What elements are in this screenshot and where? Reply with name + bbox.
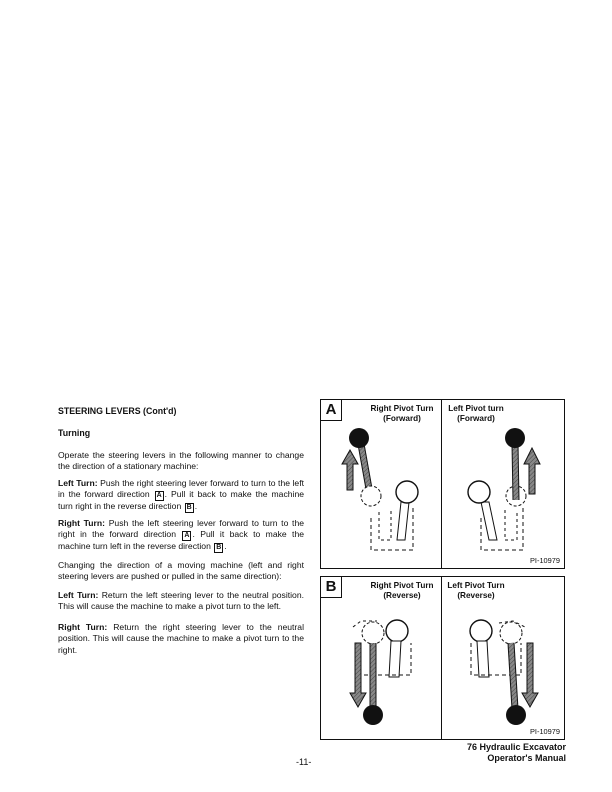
moving-right-turn-text: Return the right steering lever to the neutral position. This will cause the machine to make a pivot turn to the right.: [58, 622, 304, 655]
figure-b-letter: B: [321, 577, 342, 598]
figure-a-code: PI-10979: [530, 556, 560, 565]
moving-left-turn-label: Left Turn:: [58, 590, 99, 600]
right-pivot-forward-drawing: [342, 428, 418, 550]
section-title: STEERING LEVERS (Cont'd): [58, 406, 177, 416]
left-turn-text-b: . Pull it back to make the machine turn right in the reverse direction: [58, 489, 305, 512]
figure-a-right-label-line2: (Forward): [457, 414, 495, 423]
figure-b-reverse-turns: [320, 576, 565, 740]
manual-title-line2: Operator's Manual: [487, 753, 566, 763]
figure-b-right-label-line2: (Reverse): [457, 591, 495, 600]
figure-b-right-label-line1: Left Pivot Turn: [447, 581, 505, 590]
left-turn-label: Left Turn:: [58, 478, 98, 488]
right-turn-text-a: Push the left steering lever forward to turn to the right in the forward direction: [58, 518, 304, 540]
intro-paragraph: Operate the steering levers in the following manner to change the direction of a stationary machine:: [58, 450, 304, 472]
left-turn-paragraph: [58, 478, 304, 513]
figure-a-letter: A: [321, 400, 342, 421]
figure-a-illustration: [321, 400, 564, 568]
moving-left-turn-paragraph: [58, 590, 304, 613]
figure-a-divider: [441, 400, 442, 568]
figure-a-right-label-line1: Left Pivot turn: [448, 404, 504, 413]
figure-b-left-label-line1: Right Pivot Turn: [370, 581, 434, 590]
right-turn-paragraph: [58, 518, 304, 553]
right-pivot-reverse-drawing: [350, 620, 411, 725]
figure-b-left-label: [361, 581, 443, 601]
right-turn-label: Right Turn:: [58, 518, 105, 528]
figure-ref-b: B: [186, 504, 192, 512]
moving-right-turn-paragraph: [58, 622, 304, 656]
moving-right-turn-label: Right Turn:: [58, 622, 108, 632]
figure-a-left-label: [361, 404, 443, 424]
figure-b-right-label: [443, 581, 509, 601]
figure-a-forward-turns: [320, 399, 565, 569]
figure-b-left-label-line2: (Reverse): [383, 591, 421, 600]
left-pivot-forward-drawing: [468, 428, 540, 550]
manual-title-line1: 76 Hydraulic Excavator: [466, 742, 566, 752]
subheading-turning: Turning: [58, 428, 91, 438]
figure-ref-a: A: [184, 532, 190, 540]
left-turn-text-c: .: [194, 501, 198, 512]
figure-b-illustration: [321, 577, 564, 739]
left-turn-text-a: Push the right steering lever forward to turn to the left in the forward direction: [58, 478, 304, 500]
moving-intro-paragraph: Changing the direction of a moving machine (left and right steering levers are pushed or pulled in the same direction):: [58, 560, 304, 582]
figure-ref-b: B: [216, 544, 222, 552]
page-number: -11-: [296, 757, 312, 767]
left-pivot-reverse-drawing: [470, 620, 538, 725]
right-turn-text-c: .: [224, 541, 227, 552]
figure-b-code: PI-10979: [530, 727, 560, 736]
figure-a-left-label-line1: Right Pivot Turn: [370, 404, 434, 413]
right-turn-text-b: . Pull it back to make the machine turn left in the reverse direction: [58, 529, 305, 552]
figure-b-divider: [441, 577, 442, 739]
figure-ref-a: A: [156, 492, 162, 500]
figure-a-left-label-line2: (Forward): [383, 414, 421, 423]
moving-left-turn-text: Return the left steering lever to the neutral position. This will cause the machine to make a pivot turn to the left.: [58, 590, 304, 612]
manual-title: [467, 742, 566, 764]
figure-a-right-label: [443, 404, 509, 424]
